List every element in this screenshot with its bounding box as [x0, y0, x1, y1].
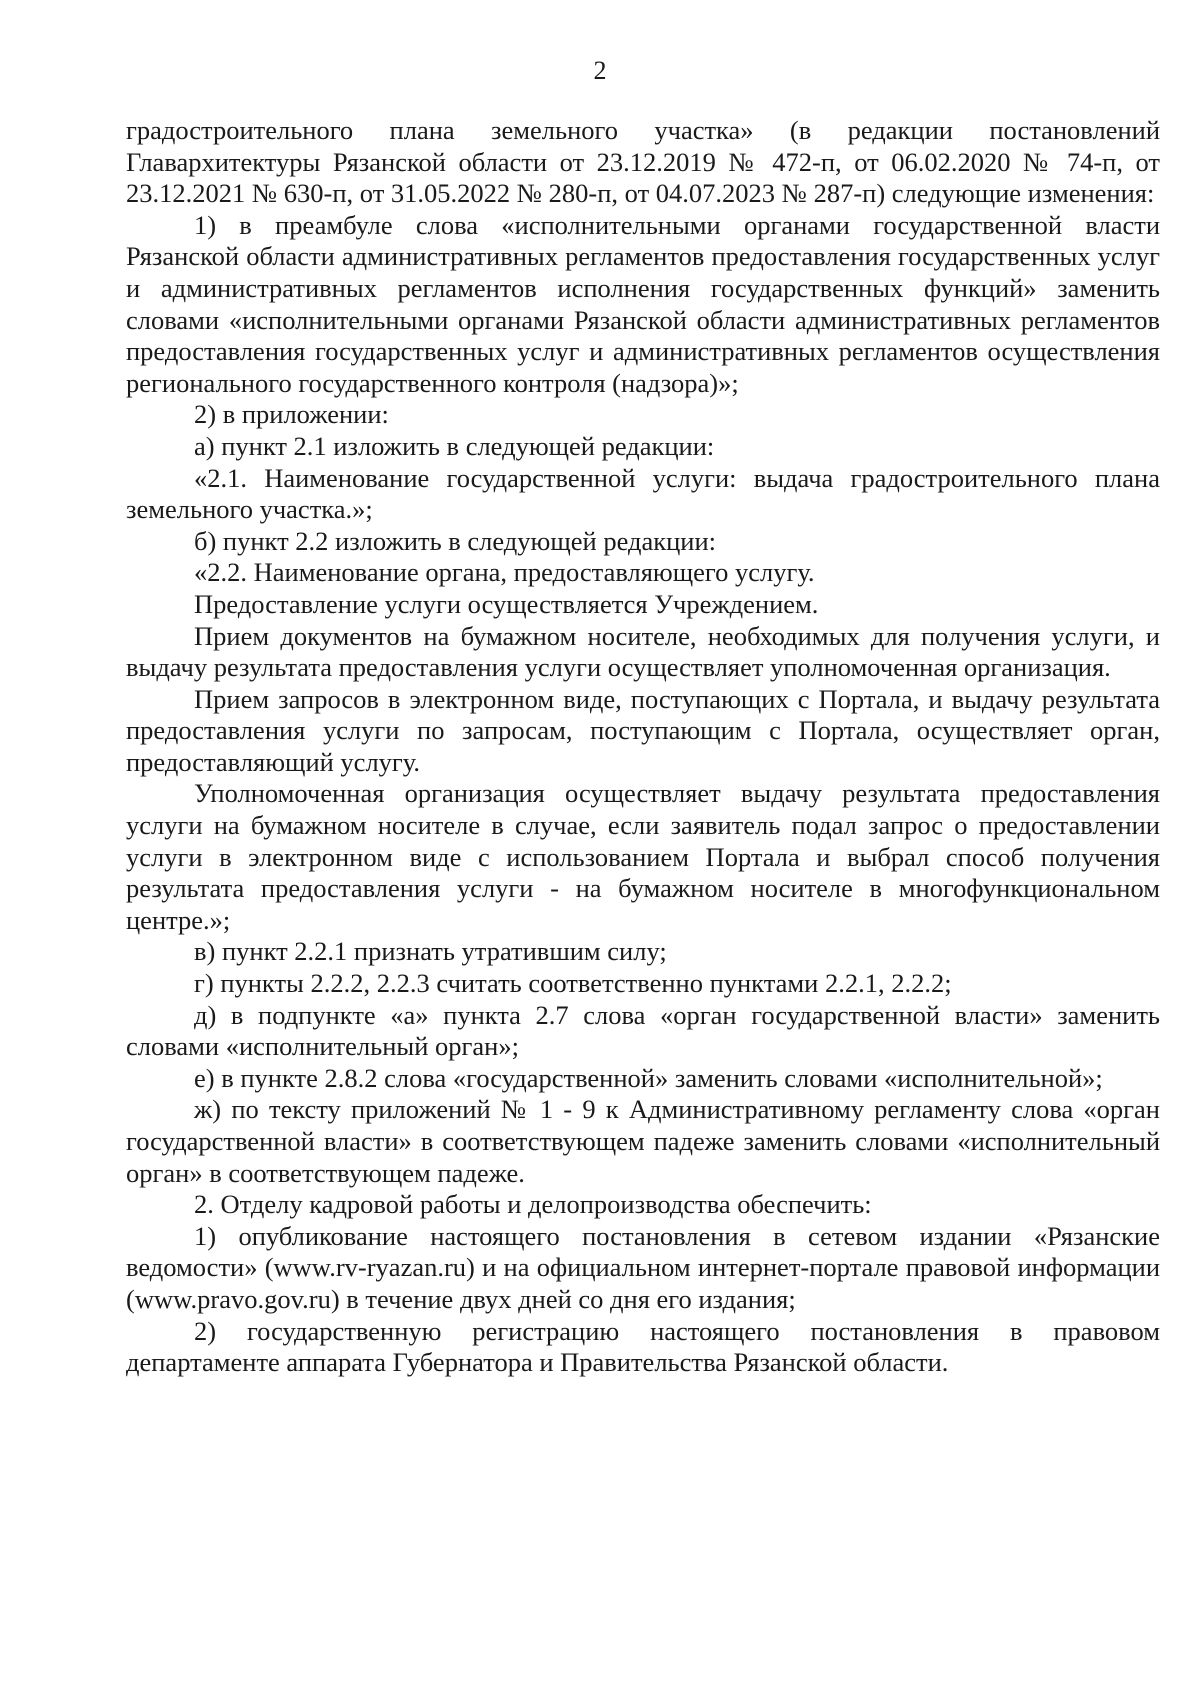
paragraph-subitem-b: б) пункт 2.2 изложить в следующей редакции: [194, 525, 717, 556]
paragraph-subitem-zh: ж) по тексту приложений № 1 - 9 к Административному регламенту слова «орган государственной власти» в соответствующем падеже заменить словами «исполнительный орган» в соответствующем падеже. [126, 1094, 1160, 1188]
paragraph-section-2: 2. Отделу кадровой работы и делопроизводства обеспечить: [194, 1189, 872, 1220]
paragraph-paper-documents: Прием документов на бумажном носителе, необходимых для получения услуги, и выдачу результата предоставления услуги осуществляет уполномоченная организация. [126, 620, 1160, 683]
paragraph-intro-continuation: градостроительного плана земельного участка» (в редакции постановлений Главархитектуры Рязанской области от 23.12.2019 № 472-п, от 06.02.2020 № 74-п, от 23.12.2021 № 630-п, от 31.05.2022 № 280-п, от 04.07.2023 № 287-п) следующие изменения: [126, 115, 1160, 209]
paragraph-subitem-v: в) пункт 2.2.1 признать утратившим силу; [194, 936, 667, 967]
paragraph-subitem-g: г) пункты 2.2.2, 2.2.3 считать соответственно пунктами 2.2.1, 2.2.2; [194, 968, 952, 999]
paragraph-item-1-preamble: 1) в преамбуле слова «исполнительными органами государственной власти Рязанской области административных регламентов предоставления государственных услуг и административных регламентов исполнения государственных функций» заменить словами «исполнительными органами Рязанской области административных регламентов предоставления государственных услуг и административных регламентов осуществления регионального государственного контроля (надзора)»; [126, 209, 1160, 398]
paragraph-quote-2-2: «2.2. Наименование органа, предоставляющего услугу. [194, 557, 815, 588]
paragraph-subitem-d: д) в подпункте «а» пункта 2.7 слова «орган государственной власти» заменить словами «исполнительный орган»; [126, 999, 1160, 1062]
paragraph-service-provider: Предоставление услуги осуществляется Учреждением. [194, 588, 819, 619]
paragraph-subitem-e: е) в пункте 2.8.2 слова «государственной» заменить словами «исполнительной»; [194, 1062, 1103, 1093]
paragraph-electronic-requests: Прием запросов в электронном виде, поступающих с Портала, и выдачу результата предоставления услуги по запросам, поступающим с Портала, осуществляет орган, предоставляющий услугу. [126, 683, 1160, 777]
paragraph-publication: 1) опубликование настоящего постановления в сетевом издании «Рязанские ведомости» (www.rv-ryazan.ru) и на официальном интернет-портале правовой информации (www.pravo.gov.ru) в течение двух дней со дня его издания; [126, 1220, 1160, 1314]
document-body [126, 115, 1160, 1379]
paragraph-quote-2-1: «2.1. Наименование государственной услуги: выдача градостроительного плана земельного участка.»; [126, 462, 1160, 525]
paragraph-registration: 2) государственную регистрацию настоящего постановления в правовом департаменте аппарата Губернатора и Правительства Рязанской области. [126, 1315, 1160, 1378]
paragraph-item-2-appendix: 2) в приложении: [194, 399, 389, 430]
paragraph-subitem-a: а) пункт 2.1 изложить в следующей редакции: [194, 430, 715, 461]
page-number: 2 [593, 56, 607, 85]
paragraph-authorized-organization: Уполномоченная организация осуществляет выдачу результата предоставления услуги на бумажном носителе в случае, если заявитель подал запрос о предоставлении услуги в электронном виде с использованием Портала и выбрал способ получения результата предоставления услуги - на бумажном носителе в многофункциональном центре.»; [126, 778, 1160, 935]
